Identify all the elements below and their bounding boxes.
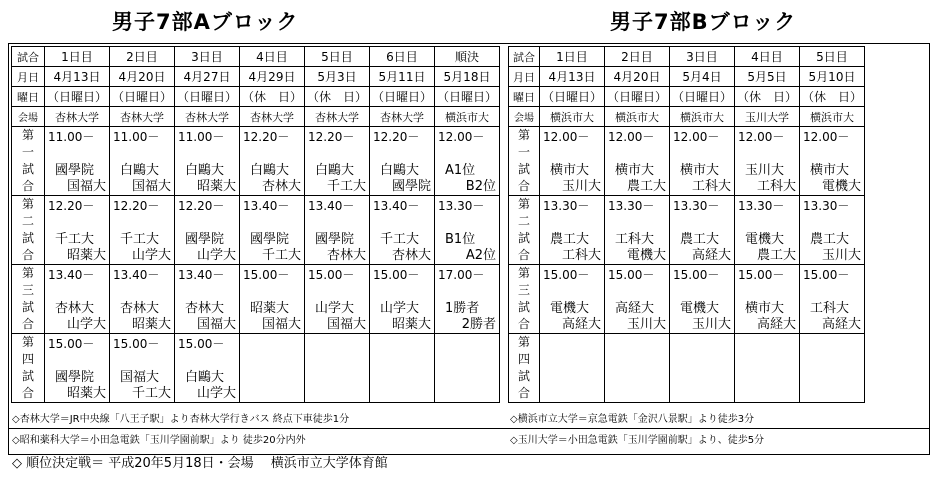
- column-date-3: 5月4日: [670, 67, 735, 87]
- match-time: 12.00－: [803, 130, 850, 144]
- match-home: 高経大: [615, 301, 655, 316]
- match-cell: [540, 127, 605, 196]
- match-row-4: [12, 334, 500, 403]
- match-away: 玉川大: [821, 248, 861, 263]
- column-weekday-3: （日曜日）: [670, 87, 735, 107]
- column-round-5: 5日目: [800, 47, 865, 67]
- match-away: 玉川大: [691, 317, 731, 332]
- column-venue-1: 横浜市大: [540, 107, 605, 127]
- match-away: 杏林大: [261, 179, 301, 194]
- match-cell: [435, 196, 500, 265]
- column-venue-5: 横浜市大: [800, 107, 865, 127]
- match-away: 農工大: [756, 248, 796, 263]
- match-label-char: 合: [517, 248, 530, 262]
- match-home: 千工大: [55, 232, 95, 247]
- column-date-1: 4月13日: [45, 67, 110, 87]
- notes-divider: [8, 428, 930, 429]
- match-label-char: 第: [517, 335, 530, 349]
- column-venue-7: 横浜市大: [435, 107, 500, 127]
- match-away: 電機大: [821, 179, 861, 194]
- match-home: 千工大: [380, 232, 420, 247]
- column-date-4: 5月5日: [735, 67, 800, 87]
- match-away: 高経大: [561, 317, 601, 332]
- match-home: B1位: [445, 232, 476, 247]
- match-cell: [305, 265, 370, 334]
- match-cell: [735, 334, 800, 403]
- match-home: 電機大: [550, 301, 590, 316]
- match-cell: [175, 127, 240, 196]
- match-cell: [110, 127, 175, 196]
- match-cell: [370, 196, 435, 265]
- match-cell: [800, 334, 865, 403]
- match-time: 13.30－: [673, 199, 720, 213]
- match-away: 国福大: [196, 317, 236, 332]
- column-date-2: 4月20日: [110, 67, 175, 87]
- column-date-4: 4月29日: [240, 67, 305, 87]
- match-time: 13.40－: [48, 268, 95, 282]
- match-cell: [305, 196, 370, 265]
- match-time: 11.00－: [48, 130, 95, 144]
- match-home: 昭薬大: [250, 301, 290, 316]
- match-label-char: 第: [517, 128, 530, 142]
- match-time: 13.30－: [543, 199, 590, 213]
- match-label-char: 試: [21, 300, 34, 314]
- column-round-1: 1日目: [45, 47, 110, 67]
- match-time: 12.00－: [738, 130, 785, 144]
- match-time: 12.20－: [373, 130, 420, 144]
- match-away: 山学大: [196, 386, 236, 401]
- match-away: 國學院: [391, 179, 431, 194]
- match-away: 昭薬大: [131, 317, 171, 332]
- header-row-date: [509, 67, 865, 87]
- match-away: A2位: [465, 248, 496, 263]
- match-cell: [110, 196, 175, 265]
- match-row-1: [509, 127, 865, 196]
- match-away: 国福大: [66, 179, 106, 194]
- match-label-char: 一: [517, 145, 530, 159]
- column-round-4: 4日目: [735, 47, 800, 67]
- match-home: 白鷗大: [185, 163, 225, 178]
- match-label-char: 試: [21, 162, 34, 176]
- match-time: 15.00－: [113, 337, 160, 351]
- row-label-date: 月日: [12, 67, 45, 87]
- match-home: 杏林大: [185, 301, 225, 316]
- match-home: 白鷗大: [120, 163, 160, 178]
- match-away: 農工大: [626, 179, 666, 194]
- match-label-char: 試: [517, 231, 530, 245]
- column-round-2: 2日目: [110, 47, 175, 67]
- match-cell: [670, 334, 735, 403]
- column-weekday-4: （休 日）: [240, 87, 305, 107]
- column-round-1: 1日目: [540, 47, 605, 67]
- match-cell: [175, 265, 240, 334]
- match-time: 12.20－: [178, 199, 225, 213]
- match-cell: [370, 265, 435, 334]
- match-time: 15.00－: [803, 268, 850, 282]
- header-row-round: [12, 47, 500, 67]
- column-round-4: 4日目: [240, 47, 305, 67]
- match-time: 12.20－: [113, 199, 160, 213]
- match-time: 15.00－: [673, 268, 720, 282]
- match-row-1: [12, 127, 500, 196]
- header-row-venue: [12, 107, 500, 127]
- match-label-char: 三: [517, 283, 530, 297]
- match-away: 昭薬大: [66, 248, 106, 263]
- match-away: 昭薬大: [391, 317, 431, 332]
- match-row-2: [12, 196, 500, 265]
- column-venue-2: 杏林大学: [110, 107, 175, 127]
- block-b-title: 男子7部Bブロック: [610, 10, 797, 34]
- match-cell: [435, 334, 500, 403]
- row-label-round: 試合: [12, 47, 45, 67]
- match-cell: [800, 265, 865, 334]
- match-time: 15.00－: [373, 268, 420, 282]
- match-row-4: [509, 334, 865, 403]
- match-home: 農工大: [680, 232, 720, 247]
- match-cell: [540, 196, 605, 265]
- match-label-3: [12, 265, 45, 334]
- column-round-5: 5日目: [305, 47, 370, 67]
- match-label-char: 合: [21, 248, 34, 262]
- match-home: 横市大: [745, 301, 785, 316]
- block-b-access-note-tamagawa: ◇玉川大学＝小田急電鉄「玉川学園前駅」より、徒歩5分: [510, 435, 765, 446]
- match-label-char: 合: [21, 179, 34, 193]
- column-weekday-3: （日曜日）: [175, 87, 240, 107]
- match-home: 國學院: [315, 232, 355, 247]
- match-cell: [435, 265, 500, 334]
- column-round-6: 6日目: [370, 47, 435, 67]
- match-cell: [370, 127, 435, 196]
- match-time: 17.00－: [438, 268, 485, 282]
- column-weekday-1: （日曜日）: [540, 87, 605, 107]
- match-home: 杏林大: [120, 301, 160, 316]
- match-cell: [110, 265, 175, 334]
- match-cell: [435, 127, 500, 196]
- match-cell: [240, 265, 305, 334]
- column-date-5: 5月10日: [800, 67, 865, 87]
- match-home: 農工大: [810, 232, 850, 247]
- match-label-char: 第: [517, 266, 530, 280]
- column-weekday-4: （休 日）: [735, 87, 800, 107]
- match-cell: [735, 196, 800, 265]
- match-away: 電機大: [626, 248, 666, 263]
- match-label-2: [509, 196, 540, 265]
- block-a-access-note-showa: ◇昭和薬科大学＝小田急電鉄「玉川学園前駅」より 徒歩20分内外: [12, 435, 306, 446]
- column-weekday-6: （日曜日）: [370, 87, 435, 107]
- match-cell: [240, 334, 305, 403]
- match-label-char: 二: [21, 214, 34, 228]
- match-label-2: [12, 196, 45, 265]
- match-away: 昭薬大: [196, 179, 236, 194]
- match-label-char: 合: [21, 317, 34, 331]
- match-cell: [605, 334, 670, 403]
- match-label-char: 試: [21, 369, 34, 383]
- match-home: 白鷗大: [315, 163, 355, 178]
- match-label-char: 試: [517, 300, 530, 314]
- match-label-char: 三: [21, 283, 34, 297]
- match-time: 12.00－: [543, 130, 590, 144]
- column-weekday-1: （日曜日）: [45, 87, 110, 107]
- match-row-2: [509, 196, 865, 265]
- match-label-char: 試: [517, 162, 530, 176]
- column-venue-4: 杏林大学: [240, 107, 305, 127]
- match-away: 高経大: [691, 248, 731, 263]
- match-cell: [45, 334, 110, 403]
- match-away: 山学大: [66, 317, 106, 332]
- match-cell: [45, 196, 110, 265]
- match-time: 13.40－: [243, 199, 290, 213]
- match-cell: [45, 265, 110, 334]
- column-date-6: 5月11日: [370, 67, 435, 87]
- match-away: 千工大: [131, 386, 171, 401]
- match-home: 横市大: [810, 163, 850, 178]
- column-venue-6: 杏林大学: [370, 107, 435, 127]
- match-away: 杏林大: [326, 248, 366, 263]
- match-home: 千工大: [120, 232, 160, 247]
- match-cell: [540, 334, 605, 403]
- match-home: 玉川大: [745, 163, 785, 178]
- match-home: 國學院: [55, 163, 95, 178]
- row-label-weekday: 曜日: [509, 87, 540, 107]
- match-label-char: 合: [517, 179, 530, 193]
- match-cell: [240, 127, 305, 196]
- match-home: 國學院: [55, 370, 95, 385]
- column-venue-3: 横浜市大: [670, 107, 735, 127]
- row-label-venue: 会場: [12, 107, 45, 127]
- block-b-schedule-table: [508, 46, 865, 403]
- match-home: 國學院: [185, 232, 225, 247]
- match-home: A1位: [445, 163, 476, 178]
- match-time: 15.00－: [608, 268, 655, 282]
- block-a-access-note-kyorin: ◇杏林大学＝JR中央線「八王子駅」より杏林大学行きバス 終点下車徒歩1分: [12, 414, 350, 425]
- match-cell: [370, 334, 435, 403]
- match-away: 昭薬大: [66, 386, 106, 401]
- match-away: 玉川大: [561, 179, 601, 194]
- match-cell: [735, 127, 800, 196]
- match-time: 11.00－: [113, 130, 160, 144]
- column-date-1: 4月13日: [540, 67, 605, 87]
- match-cell: [735, 265, 800, 334]
- match-time: 12.00－: [608, 130, 655, 144]
- match-time: 12.20－: [48, 199, 95, 213]
- match-away: 千工大: [326, 179, 366, 194]
- match-time: 15.00－: [308, 268, 355, 282]
- match-time: 13.30－: [438, 199, 485, 213]
- match-home: 山学大: [315, 301, 355, 316]
- match-label-char: 合: [517, 317, 530, 331]
- match-home: 白鷗大: [250, 163, 290, 178]
- match-home: 電機大: [680, 301, 720, 316]
- column-date-7: 5月18日: [435, 67, 500, 87]
- header-row-weekday: [509, 87, 865, 107]
- match-label-4: [12, 334, 45, 403]
- match-home: 横市大: [550, 163, 590, 178]
- match-label-3: [509, 265, 540, 334]
- match-time: 12.20－: [243, 130, 290, 144]
- column-venue-3: 杏林大学: [175, 107, 240, 127]
- match-away: 高経大: [756, 317, 796, 332]
- match-cell: [605, 196, 670, 265]
- match-home: 横市大: [615, 163, 655, 178]
- match-away: 工科大: [756, 179, 796, 194]
- match-cell: [175, 196, 240, 265]
- match-label-char: 第: [21, 128, 34, 142]
- match-away: 山学大: [196, 248, 236, 263]
- column-weekday-2: （日曜日）: [605, 87, 670, 107]
- match-away: 国福大: [326, 317, 366, 332]
- match-cell: [605, 265, 670, 334]
- match-time: 13.30－: [608, 199, 655, 213]
- column-venue-2: 横浜市大: [605, 107, 670, 127]
- row-label-date: 月日: [509, 67, 540, 87]
- column-round-2: 2日目: [605, 47, 670, 67]
- match-label-char: 第: [21, 335, 34, 349]
- match-time: 13.30－: [803, 199, 850, 213]
- column-date-3: 4月27日: [175, 67, 240, 87]
- column-weekday-7: （日曜日）: [435, 87, 500, 107]
- column-venue-5: 杏林大学: [305, 107, 370, 127]
- match-label-char: 合: [21, 386, 34, 400]
- block-a-title: 男子7部Aブロック: [112, 10, 299, 34]
- match-time: 13.40－: [373, 199, 420, 213]
- match-away: 玉川大: [626, 317, 666, 332]
- row-label-venue: 会場: [509, 107, 540, 127]
- match-home: 杏林大: [55, 301, 95, 316]
- match-home: 國學院: [250, 232, 290, 247]
- match-home: 農工大: [550, 232, 590, 247]
- header-row-venue: [509, 107, 865, 127]
- match-cell: [800, 127, 865, 196]
- match-time: 12.00－: [438, 130, 485, 144]
- match-home: 工科大: [810, 301, 850, 316]
- match-cell: [305, 127, 370, 196]
- match-cell: [305, 334, 370, 403]
- match-time: 15.00－: [543, 268, 590, 282]
- match-label-char: 第: [21, 197, 34, 211]
- match-cell: [540, 265, 605, 334]
- column-venue-1: 杏林大学: [45, 107, 110, 127]
- header-row-weekday: [12, 87, 500, 107]
- match-time: 12.00－: [673, 130, 720, 144]
- match-label-char: 二: [517, 214, 530, 228]
- match-cell: [670, 127, 735, 196]
- column-round-7: 順決: [435, 47, 500, 67]
- column-venue-4: 玉川大学: [735, 107, 800, 127]
- match-label-char: 四: [517, 352, 530, 366]
- match-home: 白鷗大: [185, 370, 225, 385]
- match-away: 国福大: [131, 179, 171, 194]
- match-home: 1勝者: [445, 301, 480, 316]
- row-label-weekday: 曜日: [12, 87, 45, 107]
- column-weekday-5: （休 日）: [800, 87, 865, 107]
- row-label-round: 試合: [509, 47, 540, 67]
- match-time: 15.00－: [48, 337, 95, 351]
- match-cell: [605, 127, 670, 196]
- match-label-1: [509, 127, 540, 196]
- match-away: 千工大: [261, 248, 301, 263]
- match-home: 横市大: [680, 163, 720, 178]
- match-label-4: [509, 334, 540, 403]
- match-label-char: 試: [21, 231, 34, 245]
- match-label-char: 第: [21, 266, 34, 280]
- match-away: 山学大: [131, 248, 171, 263]
- column-round-3: 3日目: [670, 47, 735, 67]
- final-ranking-note: ◇ 順位決定戦＝ 平成20年5月18日・会場 横浜市立大学体育館: [12, 456, 388, 471]
- match-time: 15.00－: [738, 268, 785, 282]
- match-home: 白鷗大: [380, 163, 420, 178]
- match-time: 13.40－: [308, 199, 355, 213]
- match-time: 15.00－: [243, 268, 290, 282]
- match-cell: [175, 334, 240, 403]
- column-date-2: 4月20日: [605, 67, 670, 87]
- match-label-char: 合: [517, 386, 530, 400]
- match-away: 工科大: [561, 248, 601, 263]
- column-date-5: 5月3日: [305, 67, 370, 87]
- match-cell: [45, 127, 110, 196]
- match-time: 12.20－: [308, 130, 355, 144]
- match-row-3: [509, 265, 865, 334]
- match-away: 高経大: [821, 317, 861, 332]
- match-home: 山学大: [380, 301, 420, 316]
- match-row-3: [12, 265, 500, 334]
- match-home: 国福大: [120, 370, 160, 385]
- column-weekday-5: （休 日）: [305, 87, 370, 107]
- match-time: 11.00－: [178, 130, 225, 144]
- match-away: 杏林大: [391, 248, 431, 263]
- match-label-char: 第: [517, 197, 530, 211]
- header-row-date: [12, 67, 500, 87]
- match-away: 2勝者: [461, 317, 496, 332]
- match-cell: [670, 196, 735, 265]
- match-cell: [670, 265, 735, 334]
- match-label-1: [12, 127, 45, 196]
- column-weekday-2: （日曜日）: [110, 87, 175, 107]
- match-cell: [240, 196, 305, 265]
- match-away: 国福大: [261, 317, 301, 332]
- match-home: 工科大: [615, 232, 655, 247]
- header-row-round: [509, 47, 865, 67]
- column-round-3: 3日目: [175, 47, 240, 67]
- match-label-char: 一: [21, 145, 34, 159]
- block-a-schedule-table: [11, 46, 500, 403]
- match-label-char: 試: [517, 369, 530, 383]
- match-home: 電機大: [745, 232, 785, 247]
- match-label-char: 四: [21, 352, 34, 366]
- match-away: 工科大: [691, 179, 731, 194]
- match-time: 13.40－: [113, 268, 160, 282]
- match-time: 13.40－: [178, 268, 225, 282]
- block-b-access-note-yokohama: ◇横浜市立大学＝京急電鉄「金沢八景駅」より徒歩3分: [510, 414, 755, 425]
- match-time: 15.00－: [178, 337, 225, 351]
- match-cell: [800, 196, 865, 265]
- match-away: B2位: [465, 179, 496, 194]
- match-cell: [110, 334, 175, 403]
- match-time: 13.30－: [738, 199, 785, 213]
